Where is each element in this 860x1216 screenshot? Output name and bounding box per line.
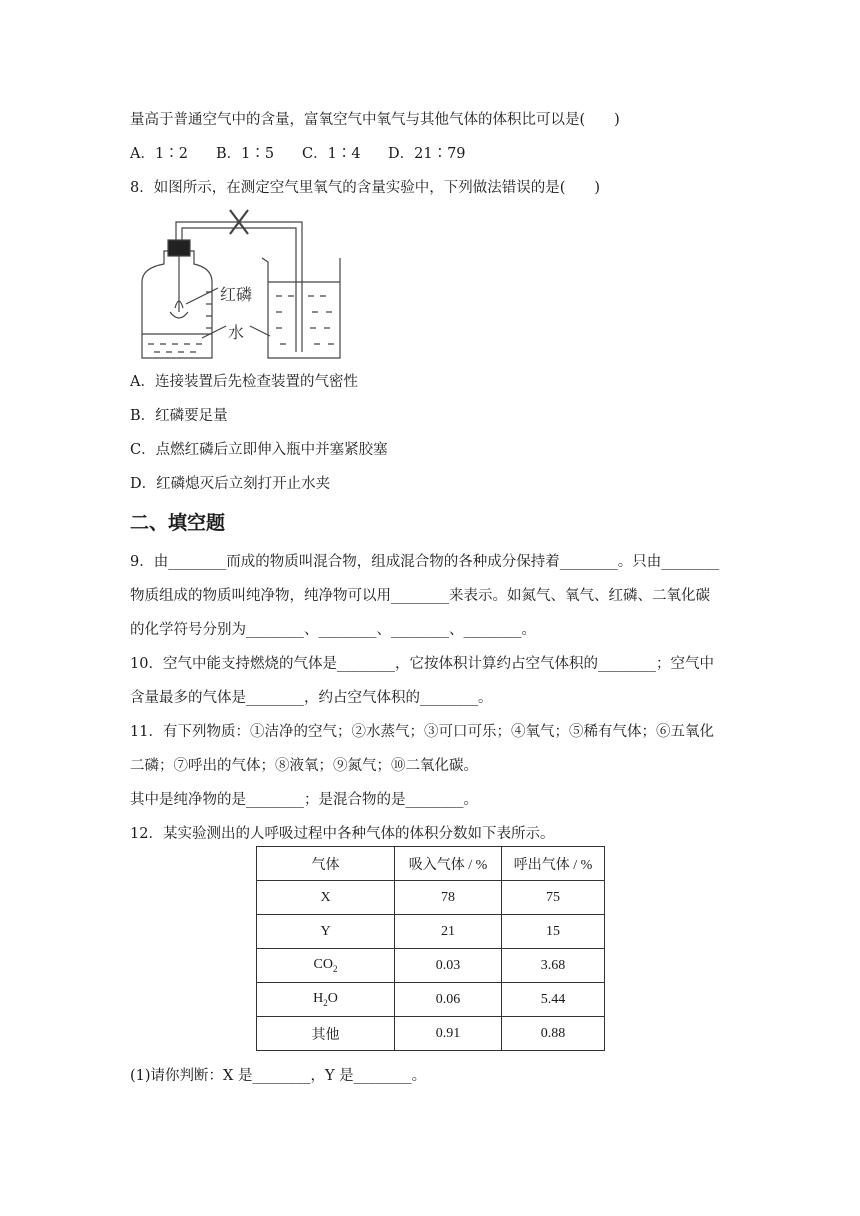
table-row — [257, 881, 605, 915]
q7-choice-a: A．1∶2 — [130, 146, 188, 162]
q8-option-d: D．红磷熄灭后立刻打开止水夹 — [130, 476, 331, 492]
oxygen-experiment-figure — [130, 196, 344, 362]
header-inhaled: 吸入气体 / % — [395, 847, 502, 881]
bottle-outline — [142, 251, 212, 358]
q7-choice-d: D．21∶79 — [388, 146, 466, 162]
table-row — [257, 915, 605, 949]
q10-line-2: 含量最多的气体是________，约占空气体积的________。 — [130, 690, 493, 706]
q8-option-a: A．连接装置后先检查装置的气密性 — [130, 374, 358, 390]
label-red-phosphorus: 红磷 — [220, 285, 253, 304]
table-row — [257, 983, 605, 1017]
q9-line-1: 9．由________而成的物质叫混合物，组成混合物的各种成分保持着________。只由________ — [130, 554, 720, 570]
label-water: 水 — [228, 323, 245, 342]
q7-stem-tail: 量高于普通空气中的含量，富氧空气中氧气与其他气体的体积比可以是( ) — [130, 112, 620, 128]
cell-inhaled: 0.91 — [395, 1017, 502, 1051]
formula-subscript: 2 — [332, 963, 338, 974]
formula-main: CO — [313, 957, 333, 973]
cell-gas: Y — [257, 915, 395, 949]
q9-line-2: 物质组成的物质叫纯净物，纯净物可以用________来表示。如氮气、氧气、红磷、二氧化碳 — [130, 588, 710, 604]
cell-exhaled: 15 — [502, 915, 605, 949]
section-title: 二、填空题 — [130, 512, 226, 534]
cell-inhaled: 21 — [395, 915, 502, 949]
table-row — [257, 1017, 605, 1051]
cell-gas: X — [257, 881, 395, 915]
cell-exhaled: 75 — [502, 881, 605, 915]
q12-stem: 12．某实验测出的人呼吸过程中各种气体的体积分数如下表所示。 — [130, 826, 555, 842]
beaker-outline — [262, 258, 340, 358]
cell-gas — [257, 949, 395, 983]
cell-gas: 其他 — [257, 1017, 395, 1051]
cell-gas — [257, 983, 395, 1017]
q11-line-1: 11．有下列物质：①洁净的空气；②水蒸气；③可口可乐；④氧气；⑤稀有气体；⑥五氧化 — [130, 724, 714, 740]
cell-inhaled: 78 — [395, 881, 502, 915]
q8-option-c: C．点燃红磷后立即伸入瓶中并塞紧胶塞 — [130, 442, 388, 458]
cell-inhaled: 0.06 — [395, 983, 502, 1017]
cell-exhaled: 0.88 — [502, 1017, 605, 1051]
q10-line-1: 10．空气中能支持燃烧的气体是________，它按体积计算约占空气体积的________；空气中 — [130, 656, 714, 672]
q7-choices — [130, 144, 466, 164]
cell-inhaled: 0.03 — [395, 949, 502, 983]
q11-line-2: 二磷；⑦呼出的气体；⑧液氧；⑨氮气；⑩二氧化碳。 — [130, 758, 478, 774]
rubber-stopper — [168, 240, 190, 256]
q12-sub1: (1)请你判断：X 是________，Y 是________。 — [130, 1068, 427, 1084]
q8-stem: 8．如图所示，在测定空气里氧气的含量实验中，下列做法错误的是( ) — [130, 180, 601, 196]
formula-main: H — [313, 991, 324, 1007]
header-exhaled: 呼出气体 / % — [502, 847, 605, 881]
q11-line-3: 其中是纯净物的是________；是混合物的是________。 — [130, 792, 478, 808]
q9-line-3: 的化学符号分别为________、________、________、________。 — [130, 622, 536, 638]
formula-subscript: 2 — [323, 997, 328, 1008]
formula-tail: O — [327, 991, 338, 1007]
table-row — [257, 949, 605, 983]
cell-exhaled: 5.44 — [502, 983, 605, 1017]
q7-choice-c: C．1∶4 — [302, 146, 361, 162]
q7-choice-b: B．1∶5 — [216, 146, 275, 162]
table-header-row — [257, 847, 605, 881]
q8-option-b: B．红磷要足量 — [130, 408, 228, 424]
gas-volume-table — [256, 846, 605, 1051]
cell-exhaled: 3.68 — [502, 949, 605, 983]
header-gas: 气体 — [257, 847, 395, 881]
